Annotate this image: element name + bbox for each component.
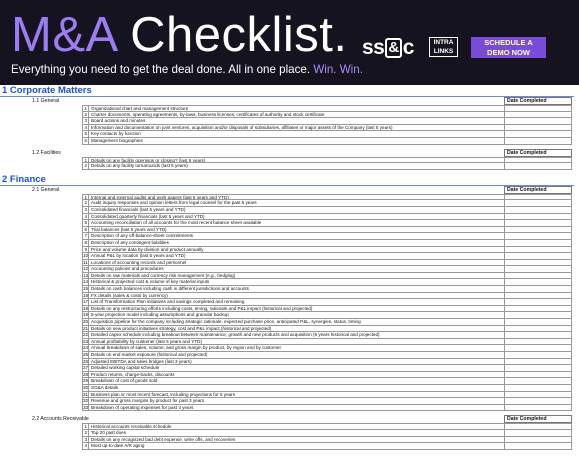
date-completed-cell[interactable] <box>504 352 572 359</box>
ssc-logo-part-1: ss <box>362 36 385 59</box>
item-number: 3 <box>82 437 88 444</box>
date-completed-cell[interactable] <box>504 157 572 164</box>
checklist-sheet <box>0 85 579 454</box>
item-text: Consolidated quarterly financials (last 5 years and YTD) <box>88 214 504 221</box>
date-completed-cell[interactable] <box>504 312 572 319</box>
subsection-header <box>0 415 579 423</box>
table-row <box>0 227 579 234</box>
subsection-label: 1.1 General <box>32 98 60 104</box>
tagline-main: Everything you need to get the deal done. All in one place. <box>11 63 311 76</box>
item-text: Description of any off-balance-sheet commitments <box>88 233 504 240</box>
item-text: Top 20 past dues <box>88 430 504 437</box>
item-number: 30 <box>83 384 89 390</box>
table-row <box>0 138 579 145</box>
date-completed-cell[interactable] <box>504 279 572 286</box>
item-number: 28 <box>83 371 89 377</box>
table-row <box>0 279 579 286</box>
date-completed-cell[interactable] <box>504 326 572 333</box>
table-row <box>0 118 579 125</box>
item-text: Acquisition pipeline for the company including strategic rationale, expected purchase price, anticipated P&L, synergies, status, timing <box>88 319 504 326</box>
table-row <box>0 260 579 267</box>
date-completed-cell[interactable] <box>504 273 572 280</box>
subsection-header <box>0 149 579 157</box>
table-row <box>0 214 579 221</box>
date-completed-cell[interactable] <box>504 365 572 372</box>
date-completed-cell[interactable] <box>504 220 572 227</box>
subsection <box>0 149 579 170</box>
date-completed-cell[interactable] <box>504 339 572 346</box>
item-number: 16 <box>83 292 89 298</box>
date-completed-cell[interactable] <box>504 299 572 306</box>
date-completed-cell[interactable] <box>504 266 572 273</box>
date-completed-cell[interactable] <box>504 253 572 260</box>
table-row <box>0 105 579 112</box>
date-completed-header: Date Completed <box>504 186 572 194</box>
item-text: Details on raw materials and currency risk management (e.g., hedging) <box>88 273 504 280</box>
table-row <box>0 266 579 273</box>
date-completed-cell[interactable] <box>504 163 572 170</box>
item-text: Historical & projected cost & volume of key material inputs <box>88 279 504 286</box>
title-rest: Checklist. <box>130 8 348 62</box>
item-number: 4 <box>82 125 88 132</box>
table-row <box>0 378 579 385</box>
item-number: 11 <box>83 259 88 265</box>
item-number: 18 <box>83 305 89 311</box>
date-completed-cell[interactable] <box>504 385 572 392</box>
table-row <box>0 125 579 132</box>
item-number: 19 <box>83 312 89 318</box>
tagline-highlight: Win. Win. <box>313 63 363 76</box>
item-text: Trial balances (last 5 years and YTD) <box>88 227 504 234</box>
table-row <box>0 253 579 260</box>
ssc-logo-ampersand: & <box>385 38 401 58</box>
date-completed-cell[interactable] <box>504 359 572 366</box>
table-row <box>0 200 579 207</box>
table-row <box>0 423 579 430</box>
item-text: Breakdown of operating expenses for past 3 years <box>88 405 504 412</box>
date-completed-cell[interactable] <box>504 207 572 214</box>
date-completed-header: Date Completed <box>504 97 572 105</box>
item-number: 7 <box>82 233 88 240</box>
date-completed-cell[interactable] <box>504 437 572 444</box>
checklist-rows <box>0 105 579 145</box>
item-text: Key contacts by function <box>88 131 504 138</box>
table-row <box>0 365 579 372</box>
table-row <box>0 306 579 313</box>
item-text: Adjusted EBITDA and sales bridges (last 3 years) <box>88 359 504 366</box>
item-text: Annual P&L by location (last 5 years and YTD) <box>88 253 504 260</box>
item-number: 5 <box>82 131 88 138</box>
table-row <box>0 157 579 164</box>
item-text: Business plan or most recent forecast, including projections for 5 years <box>88 392 504 399</box>
date-completed-cell[interactable] <box>504 125 572 132</box>
table-row <box>0 220 579 227</box>
date-completed-cell[interactable] <box>504 227 572 234</box>
item-number: 4 <box>82 214 88 221</box>
date-completed-cell[interactable] <box>504 286 572 293</box>
table-row <box>0 339 579 346</box>
table-row <box>0 430 579 437</box>
date-completed-cell[interactable] <box>504 247 572 254</box>
item-text: Details on any restructuring efforts including costs, timing, rationale and P&L impact (historical and projected) <box>88 306 504 313</box>
table-row <box>0 345 579 352</box>
item-number: 15 <box>83 286 89 292</box>
item-text: Charter documents, operating agreements, by-laws, business licenses, certificates of authority and stock certificate <box>88 112 504 119</box>
item-number: 32 <box>83 398 89 404</box>
table-row <box>0 194 579 201</box>
item-text: Description of any contingent liabilities <box>88 240 504 247</box>
table-row <box>0 392 579 399</box>
item-number: 17 <box>83 299 89 305</box>
checklist-rows <box>0 157 579 170</box>
date-completed-cell[interactable] <box>504 233 572 240</box>
checklist-rows <box>0 194 579 412</box>
item-text: Details on any recognized bad debt expense, write offs, and recoveries <box>88 437 504 444</box>
item-text: Details on any facility openings or closing? (last 5 years) <box>88 157 504 164</box>
item-number: 10 <box>83 253 89 259</box>
date-completed-header: Date Completed <box>504 149 572 157</box>
item-text: Details on any facility turnarounds (last 5 years) <box>88 163 504 170</box>
item-number: 21 <box>83 325 89 331</box>
item-text: 5-year projection model including assumptions and granular backup <box>88 312 504 319</box>
table-row <box>0 437 579 444</box>
ssc-logo <box>362 36 414 60</box>
date-completed-cell[interactable] <box>504 378 572 385</box>
date-completed-cell[interactable] <box>504 112 572 119</box>
table-row <box>0 131 579 138</box>
date-completed-cell[interactable] <box>504 118 572 125</box>
table-row <box>0 273 579 280</box>
item-number: 4 <box>82 443 88 450</box>
item-number: 6 <box>82 138 88 145</box>
subsection-label: 1.2 Facilities <box>32 149 61 156</box>
subsection-header <box>0 186 579 194</box>
date-completed-header: Date Completed <box>504 415 572 423</box>
table-row <box>0 359 579 366</box>
date-completed-cell[interactable] <box>504 240 572 247</box>
item-text: Accounting reconciliation of all accounts for the most recent balance sheet available <box>88 220 504 227</box>
subsection <box>0 186 579 412</box>
item-text: Most up-to-date A/R aging <box>88 443 504 450</box>
table-row <box>0 398 579 405</box>
item-number: 26 <box>83 358 89 364</box>
date-completed-cell[interactable] <box>504 131 572 138</box>
item-text: Internal and external audits and work papers (last 5 years and YTD) <box>88 194 504 201</box>
item-text: Breakdown of cost of goods sold <box>88 378 504 385</box>
table-row <box>0 385 579 392</box>
item-text: Details on new product initiatives strategy, cost and P&L impact (historical and projected) <box>88 326 504 333</box>
subsection <box>0 97 579 145</box>
item-text: Audit inquiry responses and opinion letters from legal counsel for the past 5 years <box>88 200 504 207</box>
table-row <box>0 319 579 326</box>
table-row <box>0 299 579 306</box>
table-row <box>0 443 579 450</box>
item-number: 1 <box>82 423 88 430</box>
item-number: 1 <box>82 194 88 201</box>
table-row <box>0 240 579 247</box>
section-title: 1 Corporate Matters <box>0 85 579 97</box>
date-completed-cell[interactable] <box>504 306 572 313</box>
item-number: 31 <box>83 391 89 397</box>
item-number: 2 <box>82 200 88 207</box>
item-text: Management biographies <box>88 138 504 145</box>
schedule-demo-button[interactable]: SCHEDULE A DEMO NOW <box>471 37 546 58</box>
date-completed-cell[interactable] <box>504 423 572 430</box>
item-number: 12 <box>83 266 89 272</box>
date-completed-cell[interactable] <box>504 392 572 399</box>
item-text: Consolidated financials (last 5 years and YTD) <box>88 207 504 214</box>
table-row <box>0 332 579 339</box>
item-number: 33 <box>83 404 89 410</box>
table-row <box>0 372 579 379</box>
table-row <box>0 233 579 240</box>
section-title: 2 Finance <box>0 174 579 186</box>
item-text: List of Transformation Plan initiatives and savings completed and remaining <box>88 299 504 306</box>
table-row <box>0 207 579 214</box>
date-completed-cell[interactable] <box>504 260 572 267</box>
date-completed-cell[interactable] <box>504 398 572 405</box>
item-text: Historical accounts receivable schedule <box>88 423 504 430</box>
item-number: 27 <box>83 365 89 371</box>
table-row <box>0 405 579 412</box>
item-number: 1 <box>82 105 88 112</box>
item-text: Product returns, charge-backs, discounts <box>88 372 504 379</box>
subsection-label: 2.2 Accounts Receivable <box>32 416 89 423</box>
date-completed-cell[interactable] <box>504 405 572 412</box>
item-number: 9 <box>82 247 88 254</box>
item-number: 6 <box>82 227 88 234</box>
item-number: 8 <box>82 240 88 247</box>
checklist-rows <box>0 423 579 449</box>
date-completed-cell[interactable] <box>504 138 572 145</box>
item-number: 1 <box>82 157 88 164</box>
item-text: SG&A details <box>88 385 504 392</box>
item-text: Details on cash balances including cash in different jurisdictions and accounts <box>88 286 504 293</box>
header-banner <box>0 0 579 85</box>
item-number: 5 <box>82 220 88 227</box>
item-text: Accounting policies and procedures <box>88 266 504 273</box>
date-completed-cell[interactable] <box>504 105 572 112</box>
tagline <box>11 63 363 76</box>
item-number: 14 <box>83 279 89 285</box>
date-completed-cell[interactable] <box>504 443 572 450</box>
item-number: 13 <box>83 272 89 278</box>
item-text: Locations of accounting records and personnel <box>88 260 504 267</box>
item-text: Annual breakdown of sales, volume, and gross margin by product, by region and by customer <box>88 345 504 352</box>
table-row <box>0 293 579 300</box>
table-row <box>0 312 579 319</box>
item-text: Detailed capex schedule including breakout between maintenance, growth and new products and acquisition (5 years historical and projected) <box>88 332 504 339</box>
item-number: 22 <box>83 332 89 338</box>
table-row <box>0 163 579 170</box>
item-number: 2 <box>82 163 88 170</box>
subsection-header <box>0 97 579 105</box>
intralinks-logo: INTRA LINKS <box>429 37 458 57</box>
item-number: 3 <box>82 118 88 125</box>
item-number: 24 <box>83 345 89 351</box>
item-number: 2 <box>82 430 88 437</box>
table-row <box>0 326 579 333</box>
item-text: Price and volume data by division and product annually <box>88 247 504 254</box>
table-row <box>0 112 579 119</box>
subsection-label: 2.1 General <box>32 186 60 193</box>
item-number: 3 <box>82 207 88 214</box>
subsection <box>0 415 579 449</box>
item-text: Information and documentation on joint ventures, acquisition and/or disposals of subsidiaries, affiliates or major assets of the Company (last 5 years) <box>88 125 504 132</box>
item-text: Organizational chart and management structure <box>88 105 504 112</box>
item-number: 29 <box>83 378 89 384</box>
date-completed-cell[interactable] <box>504 293 572 300</box>
date-completed-cell[interactable] <box>504 194 572 201</box>
item-text: Revenue and gross margins by product for past 3 years <box>88 398 504 405</box>
item-text: FX details (sales & costs by currency) <box>88 293 504 300</box>
table-row <box>0 352 579 359</box>
title-accent: M&A <box>11 8 116 62</box>
date-completed-cell[interactable] <box>504 430 572 437</box>
table-row <box>0 247 579 254</box>
date-completed-cell[interactable] <box>504 214 572 221</box>
item-text: Details on end market exposure (historical and projected) <box>88 352 504 359</box>
table-row <box>0 286 579 293</box>
date-completed-cell[interactable] <box>504 332 572 339</box>
ssc-logo-part-2: c <box>402 36 414 59</box>
spacer <box>0 450 579 454</box>
date-completed-cell[interactable] <box>504 345 572 352</box>
page-title <box>11 8 348 62</box>
item-text: Board actions and minutes <box>88 118 504 125</box>
item-text: Annual profitability by customer (last 5 years and YTD) <box>88 339 504 346</box>
item-number: 2 <box>82 112 88 119</box>
item-text: Detailed working capital schedule <box>88 365 504 372</box>
date-completed-cell[interactable] <box>504 372 572 379</box>
item-number: 20 <box>83 319 89 325</box>
date-completed-cell[interactable] <box>504 319 572 326</box>
item-number: 25 <box>83 352 89 357</box>
item-number: 23 <box>83 338 89 344</box>
date-completed-cell[interactable] <box>504 200 572 207</box>
